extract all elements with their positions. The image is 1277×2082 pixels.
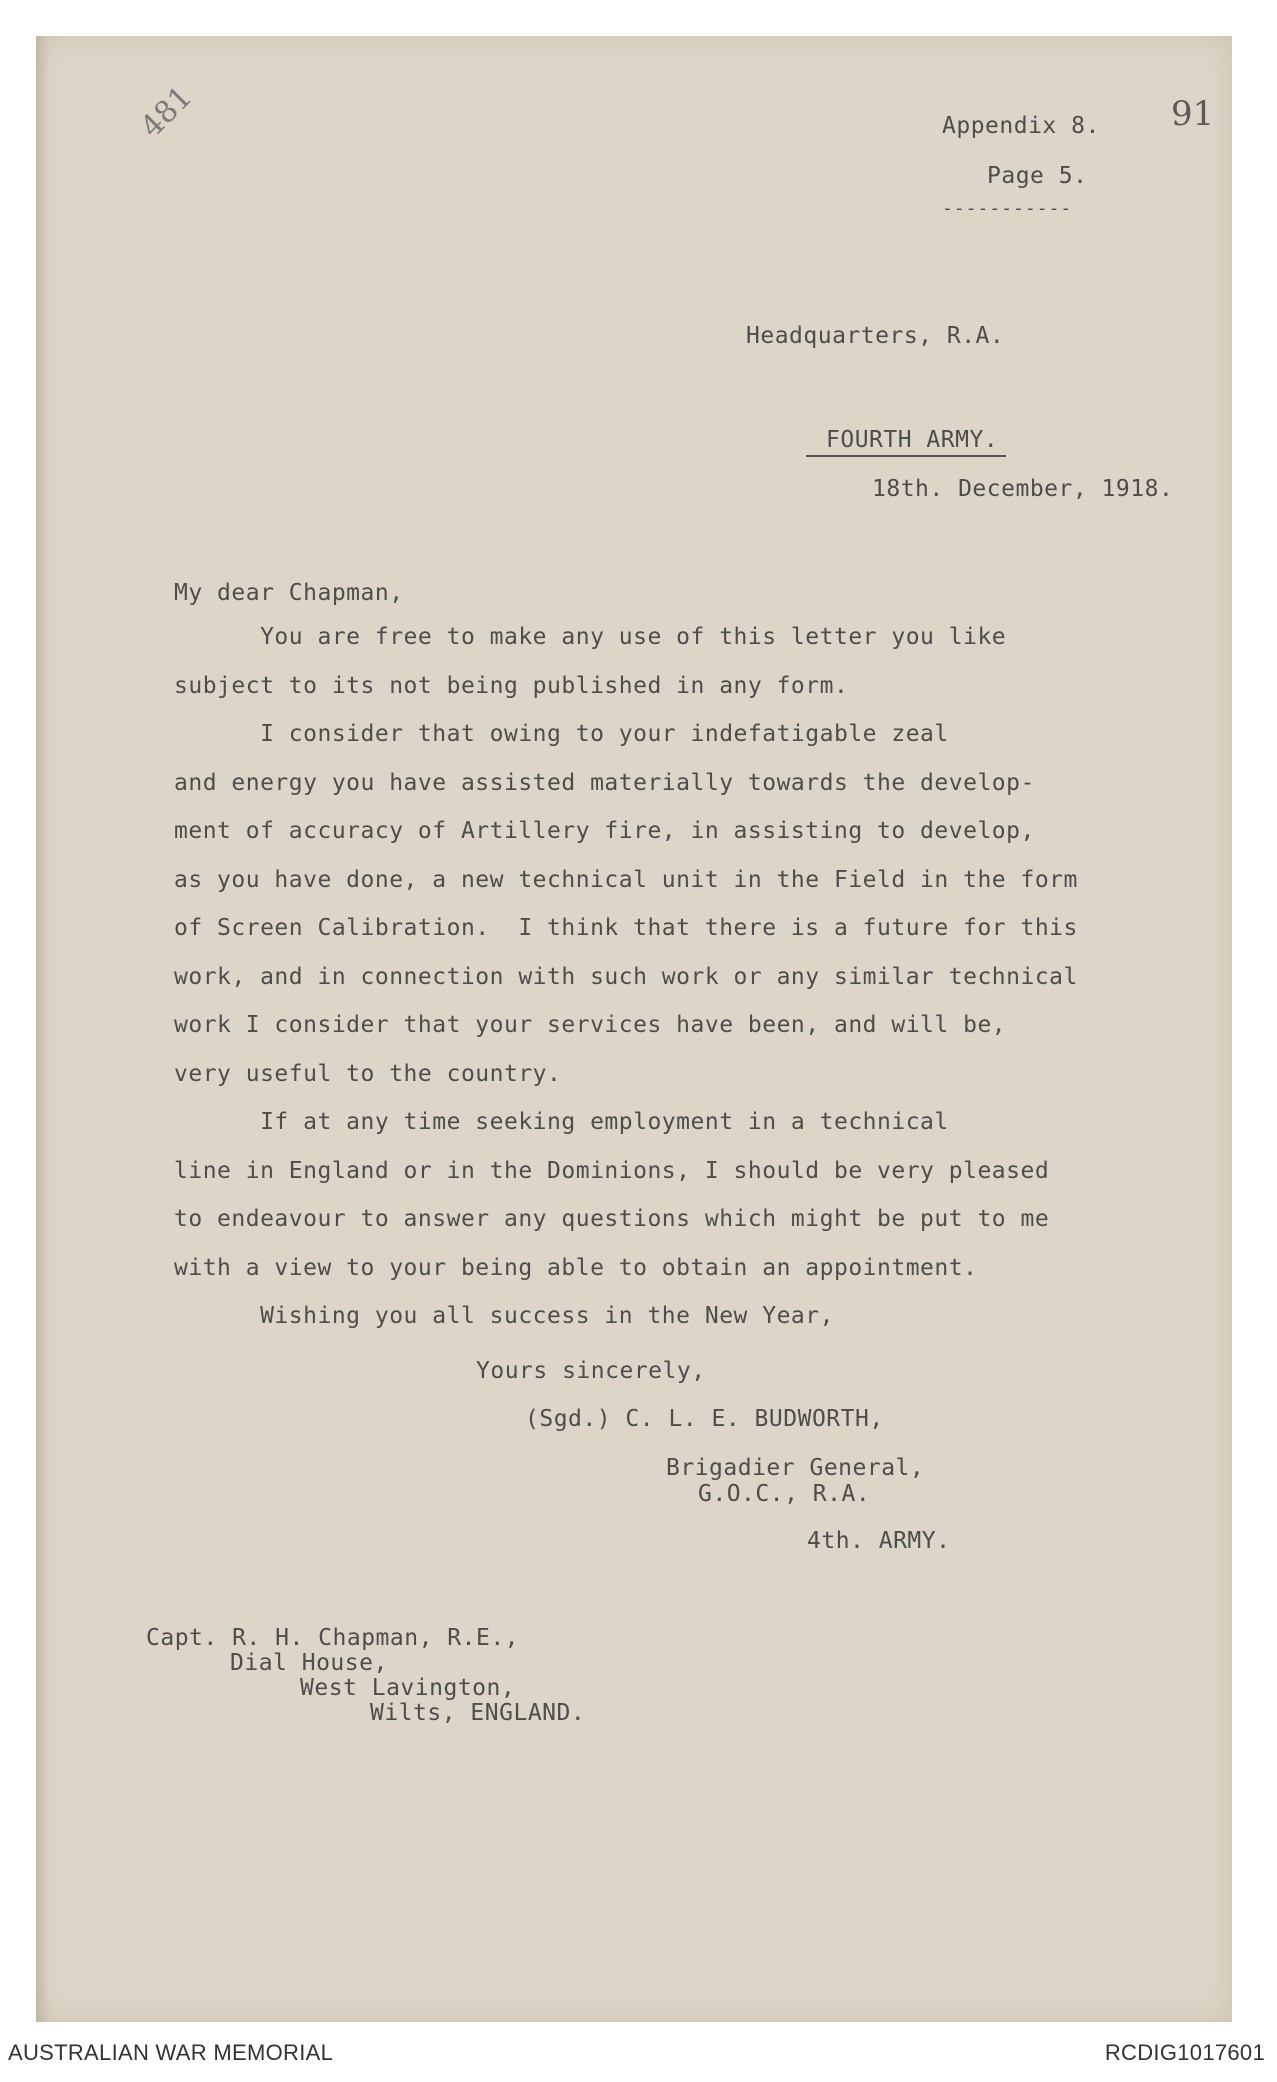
paper-edge [36,36,50,2022]
signatory-rank: Brigadier General, [666,1455,925,1481]
letter-body-line: Wishing you all success in the New Year, [174,1303,834,1329]
appendix-label: Appendix 8. [942,113,1100,139]
salutation: My dear Chapman, [174,580,404,606]
letter-body-line: If at any time seeking employment in a technical [174,1109,949,1135]
address-line-4: Wilts, ENGLAND. [370,1700,586,1726]
letter-body-line: subject to its not being published in any form. [174,672,849,699]
signatory-unit: 4th. ARMY. [807,1528,951,1554]
letter-page [36,36,1232,2022]
letter-body-line: ment of accuracy of Artillery fire, in assisting to develop, [174,818,1035,844]
signatory-title: G.O.C., R.A. [698,1481,871,1507]
army-underline [806,455,1006,457]
footer-record-id: RCDIG1017601 [1104,2040,1265,2065]
letter-body-line: line in England or in the Dominions, I should be very pleased [174,1157,1050,1184]
letter-body-line: of Screen Calibration. I think that there is a future for this [174,915,1078,941]
closing: Yours sincerely, [476,1358,706,1384]
letter-date: 18th. December, 1918. [872,476,1174,502]
header-rule: ----------- [942,198,1073,219]
letter-body-line: and energy you have assisted materially towards the develop- [174,769,1035,796]
letter-body-line: I consider that owing to your indefatigable zeal [174,721,949,747]
address-line-1: Capt. R. H. Chapman, R.E., [146,1625,520,1651]
letter-body-line: work I consider that your services have been, and will be, [174,1012,1007,1038]
page-label: Page 5. [987,163,1088,189]
letter-body-line: You are free to make any use of this letter you like [174,624,1007,650]
headquarters-line: Headquarters, R.A. [746,323,1005,349]
footer-institution: AUSTRALIAN WAR MEMORIAL [8,2040,334,2065]
letter-body-line: very useful to the country. [174,1060,562,1087]
army-line: FOURTH ARMY. [826,427,999,453]
letter-body-line: to endeavour to answer any questions which might be put to me [174,1206,1050,1232]
letter-body-line: with a view to your being able to obtain an appointment. [174,1254,978,1281]
letter-body-line: as you have done, a new technical unit in the Field in the form [174,866,1078,893]
address-line-2: Dial House, [230,1650,388,1676]
signature: (Sgd.) C. L. E. BUDWORTH, [525,1406,884,1432]
address-line-3: West Lavington, [300,1675,516,1701]
letter-body-line: work, and in connection with such work or any similar technical [174,963,1078,990]
folio-number: 91 [1171,94,1215,134]
archive-stamp-number: 481 [134,79,200,145]
